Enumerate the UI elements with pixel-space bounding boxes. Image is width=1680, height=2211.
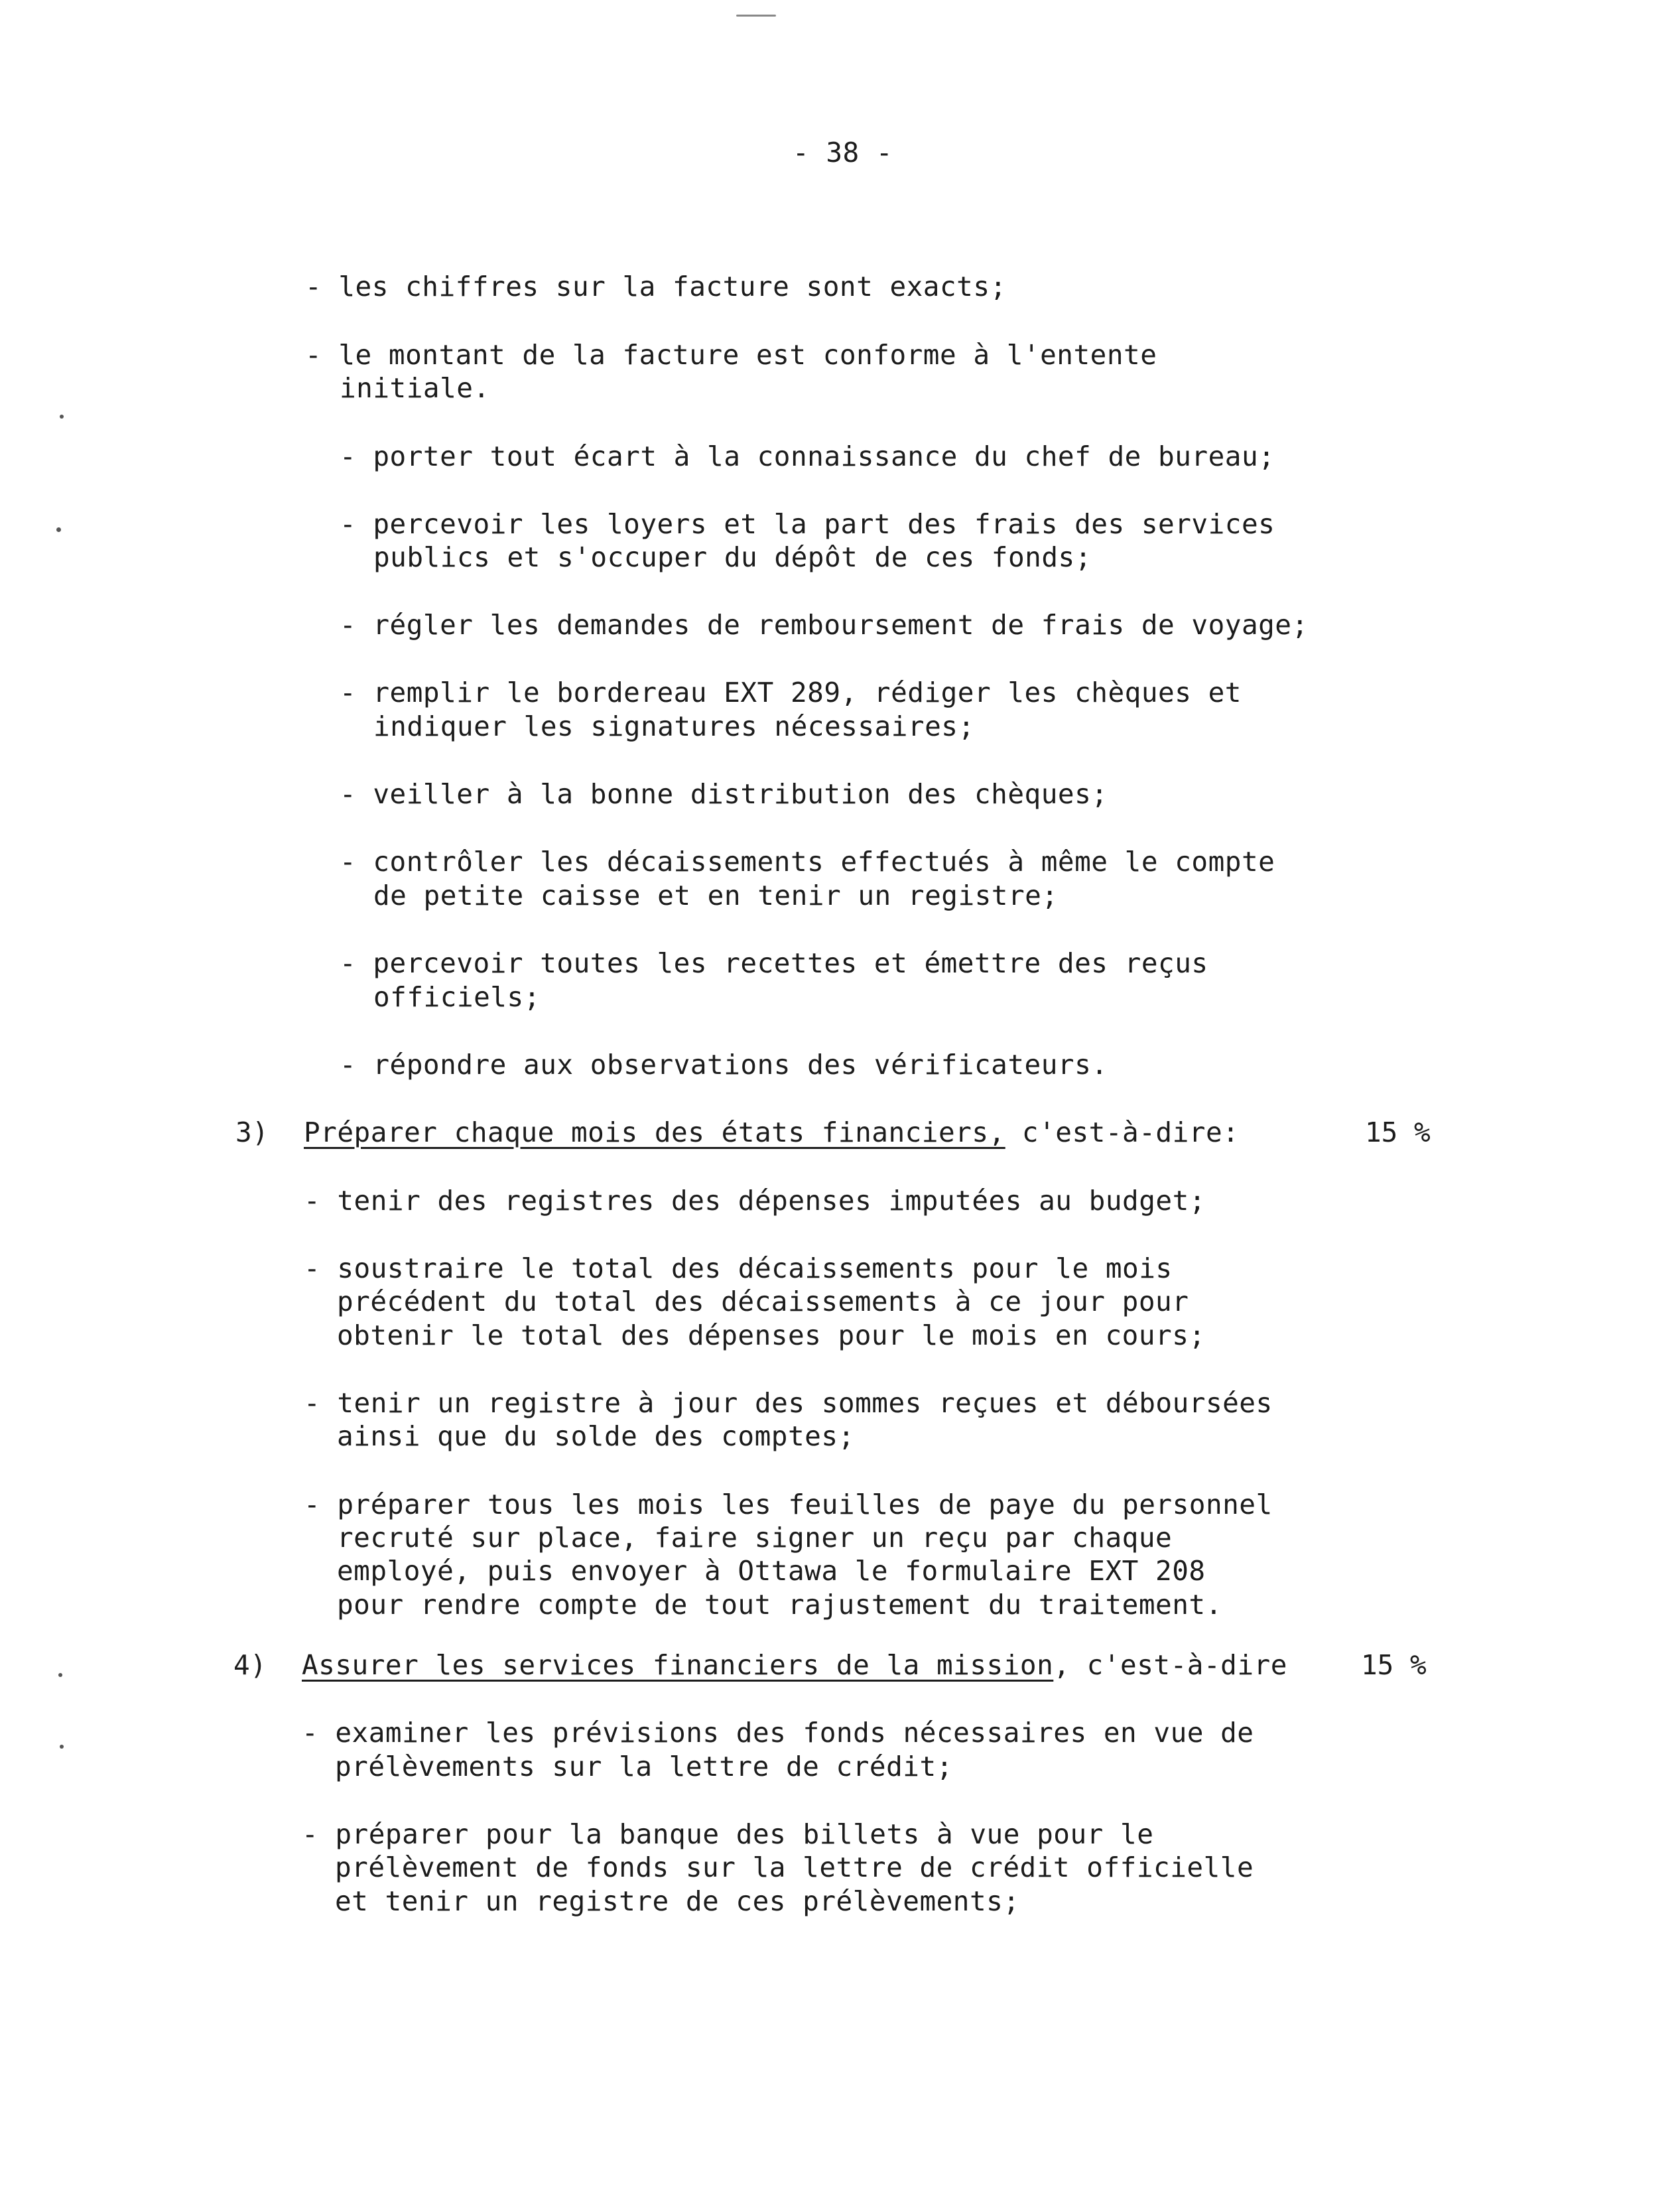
section-heading-underlined: Assurer les services financiers de la mission: [302, 1649, 1054, 1681]
bullet-line: - préparer tous les mois les feuilles de paye du personnel: [304, 1489, 1273, 1520]
bullet-line-continued: prélèvements sur la lettre de crédit;: [335, 1751, 953, 1782]
section-heading-tail: , c'est-à-dire: [1053, 1649, 1287, 1681]
sub-bullet-line-continued: officiels;: [373, 981, 541, 1013]
sub-bullet-line: - percevoir toutes les recettes et émettre des reçus: [340, 947, 1208, 979]
scan-speck: [60, 1745, 64, 1749]
scan-speck: [60, 415, 64, 419]
sub-bullet-line: - contrôler les décaissements effectués à même le compte: [340, 846, 1275, 878]
sub-bullet-line: - percevoir les loyers et la part des frais des services: [340, 508, 1275, 540]
section-heading: [304, 1116, 1240, 1148]
section-percent: 15 %: [1361, 1649, 1427, 1681]
bullet-line-continued: précédent du total des décaissements à ce jour pour: [337, 1286, 1189, 1317]
bullet-line-continued: employé, puis envoyer à Ottawa le formulaire EXT 208: [337, 1555, 1206, 1587]
sub-bullet-line-continued: indiquer les signatures nécessaires;: [373, 710, 975, 742]
bullet-line: - examiner les prévisions des fonds nécessaires en vue de: [302, 1717, 1254, 1749]
sub-bullet-line: - porter tout écart à la connaissance du chef de bureau;: [340, 440, 1275, 472]
bullet-line: - le montant de la facture est conforme à l'entente: [305, 339, 1157, 371]
page-number: - 38 -: [793, 137, 893, 168]
bullet-line: - préparer pour la banque des billets à vue pour le: [302, 1818, 1154, 1850]
bullet-line-continued: recruté sur place, faire signer un reçu par chaque: [337, 1522, 1173, 1554]
sub-bullet-line: - répondre aux observations des vérificateurs.: [340, 1049, 1108, 1081]
section-number: 3): [235, 1116, 269, 1148]
section-heading-tail: c'est-à-dire:: [1005, 1116, 1240, 1148]
scan-speck: [58, 1673, 62, 1677]
sub-bullet-line-continued: de petite caisse et en tenir un registre;: [373, 880, 1059, 911]
scan-speck: [736, 15, 776, 17]
bullet-line-continued: obtenir le total des dépenses pour le mois en cours;: [337, 1319, 1206, 1351]
bullet-line: - les chiffres sur la facture sont exacts;: [305, 271, 1007, 302]
sub-bullet-line: - remplir le bordereau EXT 289, rédiger les chèques et: [340, 677, 1242, 708]
bullet-line-continued: pour rendre compte de tout rajustement du traitement.: [337, 1589, 1222, 1621]
bullet-line-continued: prélèvement de fonds sur la lettre de crédit officielle: [335, 1851, 1254, 1883]
bullet-line: - soustraire le total des décaissements pour le mois: [304, 1252, 1173, 1284]
bullet-line-continued: ainsi que du solde des comptes;: [337, 1420, 855, 1452]
bullet-line-continued: et tenir un registre de ces prélèvements;: [335, 1885, 1020, 1917]
sub-bullet-line: - veiller à la bonne distribution des chèques;: [340, 778, 1108, 810]
sub-bullet-line: - régler les demandes de remboursement de frais de voyage;: [340, 609, 1309, 641]
scan-speck: [56, 527, 61, 532]
bullet-line: - tenir des registres des dépenses imputées au budget;: [304, 1185, 1206, 1217]
section-percent: 15 %: [1365, 1116, 1431, 1148]
section-heading-underlined: Préparer chaque mois des états financiers,: [304, 1116, 1005, 1148]
sub-bullet-line-continued: publics et s'occuper du dépôt de ces fonds;: [373, 541, 1092, 573]
bullet-line: - tenir un registre à jour des sommes reçues et déboursées: [304, 1387, 1273, 1419]
section-heading: [302, 1649, 1287, 1681]
bullet-line-continued: initiale.: [340, 372, 490, 404]
section-number: 4): [233, 1649, 267, 1681]
